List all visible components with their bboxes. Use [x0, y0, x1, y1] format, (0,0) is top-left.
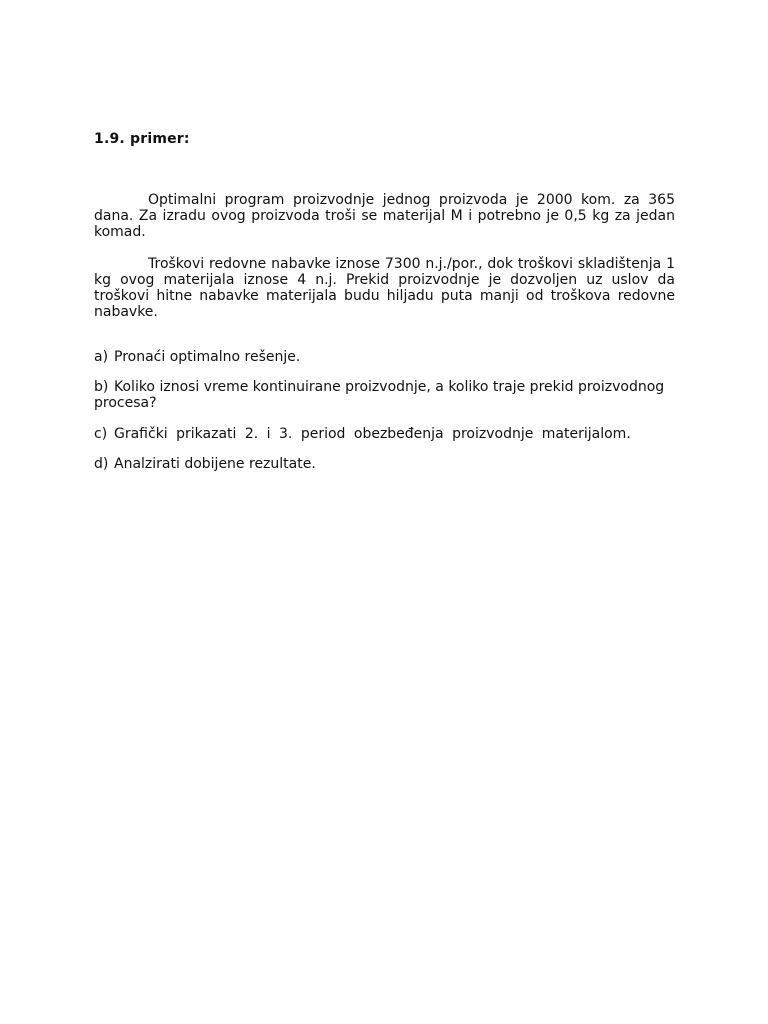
paragraph-problem-statement: Optimalni program proizvodnje jednog proizvoda je 2000 kom. za 365 dana. Za izradu ovog proizvoda troši se materijal M i potrebno je 0,5 kg za jedan komad.: [94, 192, 675, 240]
task-c-text: Grafički prikazati 2. i 3. period obezbeđenja proizvodnje materijalom.: [114, 426, 631, 442]
task-d: [94, 456, 675, 472]
task-b: [94, 379, 675, 411]
task-c: [94, 426, 675, 442]
task-d-text: Analzirati dobijene rezultate.: [114, 456, 316, 472]
example-heading: 1.9. primer:: [94, 131, 190, 147]
task-c-letter: c): [94, 426, 108, 442]
task-a: [94, 349, 675, 365]
task-a-text: Pronaći optimalno rešenje.: [114, 349, 301, 365]
task-b-text: Koliko iznosi vreme kontinuirane proizvodnje, a koliko traje prekid proizvodnog procesa?: [94, 379, 665, 411]
paragraph-costs-conditions: Troškovi redovne nabavke iznose 7300 n.j./por., dok troškovi skladištenja 1 kg ovog materijala iznose 4 n.j. Prekid proizvodnje je dozvoljen uz uslov da troškovi hitne nabavke materijala budu hiljadu puta manji od troškova redovne nabavke.: [94, 256, 675, 320]
task-d-letter: d): [94, 456, 109, 472]
task-b-letter: b): [94, 379, 109, 395]
task-a-letter: a): [94, 349, 109, 365]
